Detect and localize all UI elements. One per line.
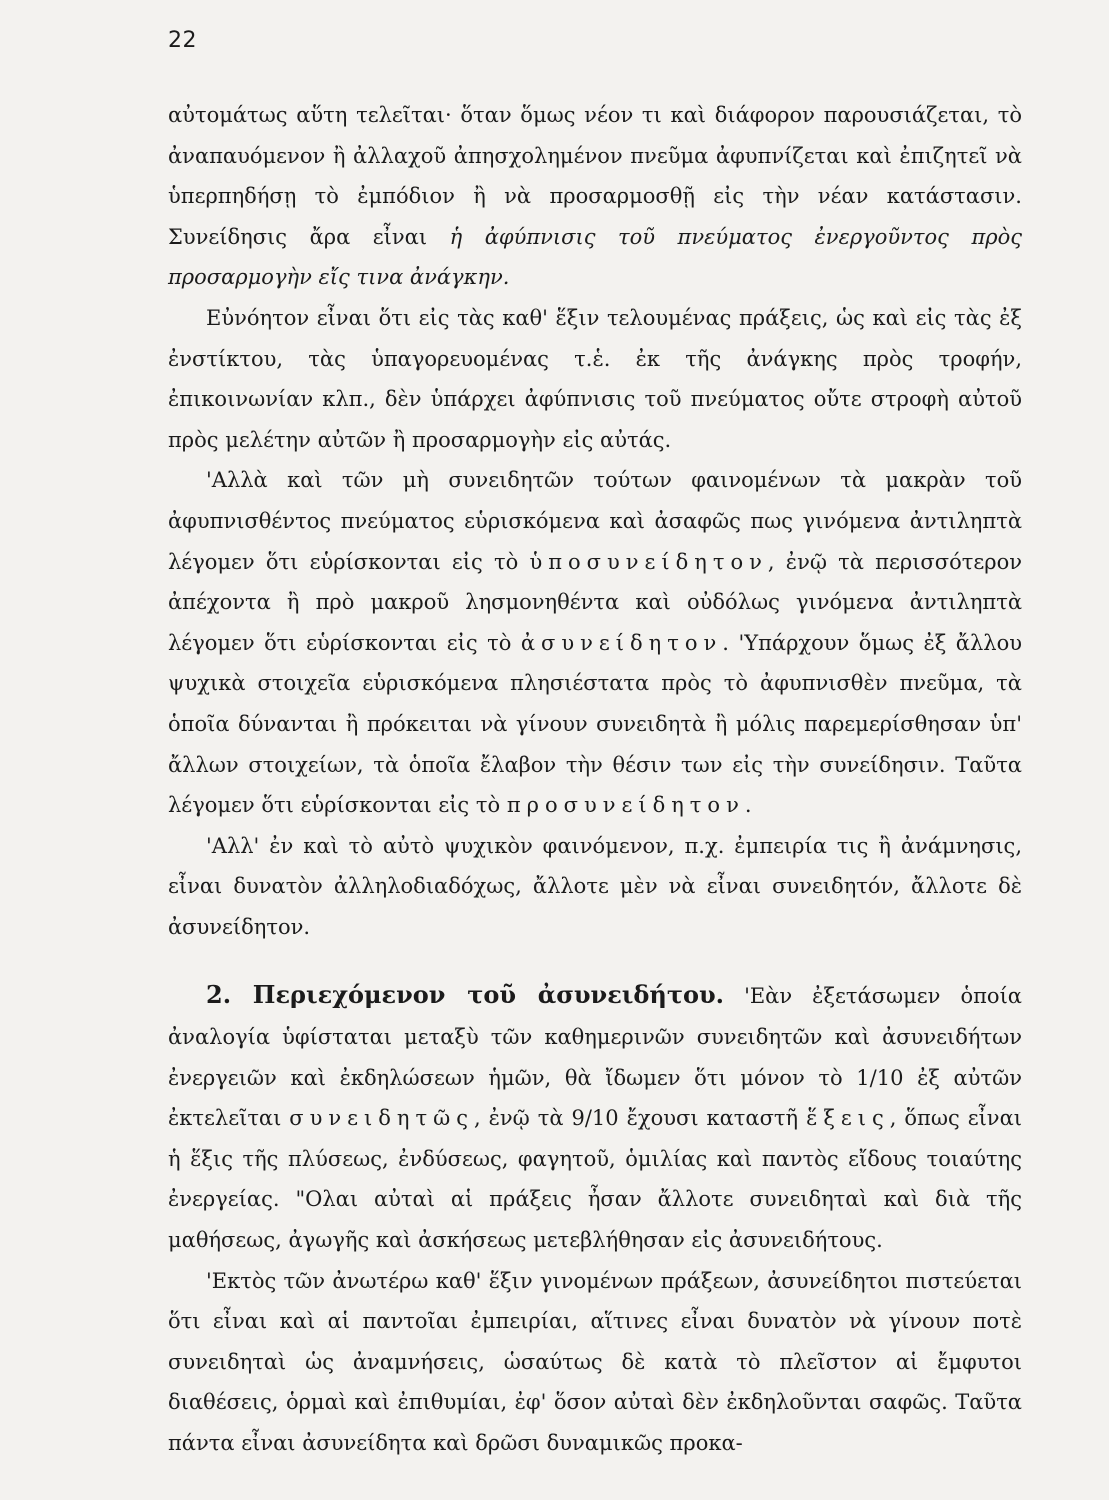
paragraph-1 xyxy=(168,95,1022,298)
section-heading: 2. Περιεχόμενον τοῦ ἀσυνειδήτου. xyxy=(206,980,725,1010)
term-subconscious: ὑποσυνείδητον xyxy=(529,549,768,574)
body-text xyxy=(168,95,1022,1464)
term-preconscious: προσυνείδητον xyxy=(506,793,745,818)
paragraph-5-text-e: , ὅπως εἶναι ἡ ἕξις τῆς πλύσεως, ἐνδύσεως, φαγητοῦ, ὁμιλίας καὶ παντὸς εἴδους τοιαύτης ἐνεργείας. "Ολαι αὐταὶ αἱ πράξεις ἦσαν ἄλλοτε συνειδηταὶ καὶ διὰ τῆς μαθήσεως, ἀγωγῆς καὶ ἀσκήσεως μετεβλήθησαν εἰς ἀσυνειδήτους. xyxy=(168,1106,1022,1253)
paragraph-3-text-a: 'Αλλὰ καὶ τῶν μὴ συνειδητῶν τούτων φαινομένων τὰ μακρὰν τοῦ ἀφυπνισθέντος πνεύματος εὑρισκόμενα καὶ ἀσαφῶς πως γινόμενα ἀντιληπτὰ λέγομεν ὅτι εὑρίσκονται εἰς τὸ xyxy=(168,468,1022,574)
paragraph-3 xyxy=(168,460,1022,825)
term-unconscious: ἀσυνείδητον xyxy=(520,630,723,655)
section-gap xyxy=(168,947,1022,975)
paragraph-3-text-g: . xyxy=(744,793,752,818)
term-consciously: συνειδητῶς xyxy=(289,1106,475,1131)
paragraph-2: Εὐνόητον εἶναι ὅτι εἰς τὰς καθ' ἕξιν τελουμένας πράξεις, ὡς καὶ εἰς τὰς ἐξ ἐνστίκτου, τὰς ὑπαγορευομένας τ.ἑ. ἐκ τῆς ἀνάγκης πρὸς τροφήν, ἐπικοινωνίαν κλπ., δὲν ὑπάρχει ἀφύπνισις τοῦ πνεύματος οὔτε στροφὴ αὐτοῦ πρὸς μελέτην αὐτῶν ἢ προσαρμογὴν εἰς αὐτάς. xyxy=(168,305,1022,452)
paragraph-3-text-c: , ἐνῷ τὰ περισσότερον ἀπέχοντα ἢ πρὸ μακροῦ λησμονηθέντα καὶ οὐδόλως γινόμενα ἀντιληπτὰ λέγομεν ὅτι εὑρίσκονται εἰς τὸ xyxy=(168,549,1022,655)
paragraph-6: 'Εκτὸς τῶν ἀνωτέρω καθ' ἕξιν γινομένων πράξεων, ἀσυνείδητοι πιστεύεται ὅτι εἶναι καὶ αἱ παντοῖαι ἐμπειρίαι, αἵτινες εἶναι δυνατὸν νὰ γίνουν ποτὲ συνειδηταὶ ὡς ἀναμνήσεις, ὡσαύτως δὲ κατὰ τὸ πλεῖστον αἱ ἔμφυτοι διαθέσεις, ὁρμαὶ καὶ ἐπιθυμίαι, ἐφ' ὅσον αὐταὶ δὲν ἐκδηλοῦνται σαφῶς. Ταῦτα πάντα εἶναι ἀσυνείδητα καὶ δρῶσι δυναμικῶς προκα- xyxy=(168,1268,1022,1455)
paragraph-5 xyxy=(168,975,1022,1260)
term-habits: ἕξεις xyxy=(806,1106,890,1131)
definition-italic: ἡ ἀφύπνισις τοῦ πνεύματος ἐνεργοῦντος πρὸς προσαρμογὴν εἴς τινα ἀνάγκην. xyxy=(168,224,1022,290)
paragraph-5-text-c: , ἐνῷ τὰ 9/10 ἔχουσι καταστῆ xyxy=(474,1106,807,1131)
paragraph-1-text: αὐτομάτως αὕτη τελεῖται· ὅταν ὅμως νέον τι καὶ διάφορον παρουσιάζεται, τὸ ἀναπαυόμενον ἢ ἀλλαχοῦ ἀπησχολημένον πνεῦμα ἀφυπνίζεται καὶ ἐπιζητεῖ νὰ ὑπερπηδήσῃ τὸ ἐμπόδιον ἢ νὰ προσαρμοσθῇ εἰς τὴν νέαν κατάστασιν. Συνείδησις ἄρα εἶναι xyxy=(168,103,1022,249)
page-number: 22 xyxy=(168,28,197,53)
paragraph-3-text-e: . 'Υπάρχουν ὅμως ἐξ ἄλλου ψυχικὰ στοιχεῖα εὑρισκόμενα πλησιέστατα πρὸς τὸ ἀφυπνισθὲν πνεῦμα, τὰ ὁποῖα δύνανται ἢ πρόκειται νὰ γίνουν συνειδητὰ ἢ μόλις παρεμερίσθησαν ὑπ' ἄλλων στοιχείων, τὰ ὁποῖα ἔλαβον τὴν θέσιν των εἰς τὴν συνείδησιν. Ταῦτα λέγομεν ὅτι εὑρίσκονται εἰς τὸ xyxy=(168,630,1023,818)
paragraph-5-text-a: 'Εὰν ἐξετάσωμεν ὁποία ἀναλογία ὑφίσταται μεταξὺ τῶν καθημερινῶν συνειδητῶν καὶ ἀσυνειδήτων ἐνεργειῶν καὶ ἐκδηλώσεων ἡμῶν, θὰ ἴδωμεν ὅτι μόνον τὸ 1/10 ἐξ αὐτῶν ἐκτελεῖται xyxy=(168,984,1022,1131)
paragraph-4: 'Αλλ' ἐν καὶ τὸ αὐτὸ ψυχικὸν φαινόμενον, π.χ. ἐμπειρία τις ἢ ἀνάμνησις, εἶναι δυνατὸν ἀλληλοδιαδόχως, ἄλλοτε μὲν νὰ εἶναι συνειδητόν, ἄλλοτε δὲ ἀσυνείδητον. xyxy=(168,833,1022,939)
